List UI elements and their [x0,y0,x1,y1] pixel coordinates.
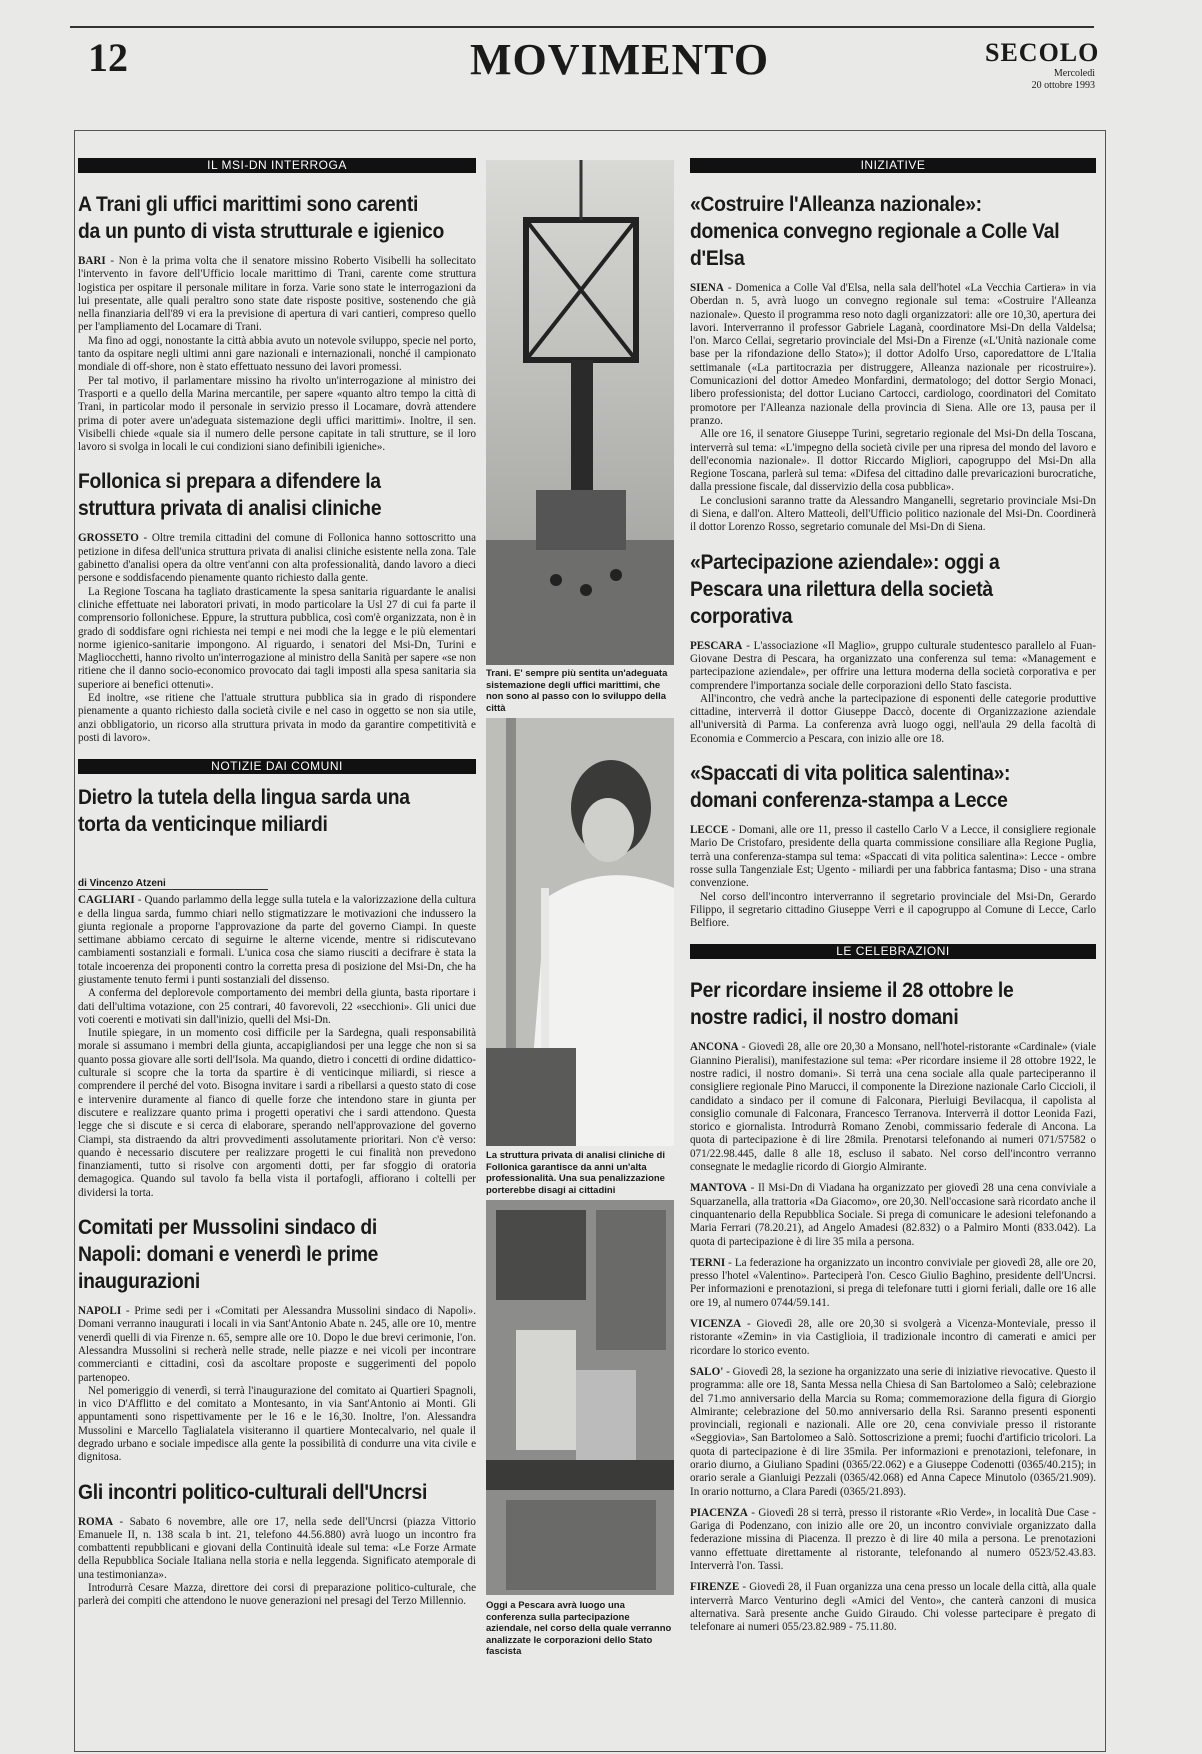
issue-day: Mercoledì [1053,68,1095,79]
article-follonica [78,468,476,745]
paragraph: Ed inoltre, «se ritiene che l'attuale struttura pubblica sia in grado di rispondere pienamente a quanto richiesto dalla società civile e nel caso in oggetto se non sia utile, anzi obbligatorio, un ricorso alla struttura privata in modo da garantire competitività e posti di lavoro». [78,692,476,744]
dateline: GROSSETO [78,532,139,545]
item-text: - La federazione ha organizzato un incontro conviviale per giovedì 28, alle ore 20, presso l'hotel «Valentino». Parteciperà l'on. Cesco Giulio Baghino, presidente dell'Uncrsi. Per informazioni e prenotazioni, si prega di telefonare tutti i giorni feriali, dalle ore 16 alle ore 19, al numero 0744/59.141. [690,1256,1096,1309]
dateline: SALO' [690,1365,724,1378]
top-rule [70,26,1094,28]
dateline: ROMA [78,1515,114,1528]
lab-photo-image [486,718,674,1146]
article-napoli [78,1214,476,1465]
paragraph: Introdurrà Cesare Mazza, direttore dei corsi di preparazione politico-culturale, che parlerà dei compiti che attendono le nuove generazioni nel presagi del Terzo Millennio. [78,1582,476,1608]
article-title: Follonica si prepara a difendere la struttura privata di analisi cliniche [78,470,382,521]
item-text: - Giovedì 28 si terrà, presso il ristorante «Rio Verde», in località Due Case - Gariga di Podenzano, con inizio alle ore 20, un incontro conviviale organizzato dalla federazione missina di Piacenza. Il prezzo è di lire 40 mila a persona. Le prenotazioni vanno effettuate direttamente al ristorante, telefonando al numero 0523/52.43.83. Interverrà l'on. Tassi. [690,1506,1096,1573]
item-text: - Giovedì 28, la sezione ha organizzato una serie di iniziative rievocative. Questo il programma: alle ore 18, Santa Messa nella Chiesa di San Bartolomeo a Salò; celebrazione del 71.mo anniversario della Marcia su Roma; commemorazione della figura di Giorgio Almirante; celebrazione del 50.mo anniversario della Rsi. Saranno presenti esponenti provinciali, regionali e nazionali. Alle ore 20, cena conviviale presso il ristorante «Seggiovia», San Bartolomeo a Salò. Sottoscrizione a premi; fuochi d'artificio tricolori. La quota di partecipazione è di lire 35mila. Per informazioni e prenotazioni, telefonare, in orario diurno, a Giuliano Spadini (0365/22.062) e a Giuseppe Codenotti (0365/40.215); in orario serale a Gianluigi Pezzali (0365/42.068) ed Anna Capece Minutolo (0365/21.909). In orario notturno, a Clara Paredi (0365/21.893). [690,1365,1096,1498]
section-bar-iniziative: INIZIATIVE [690,158,1096,173]
article-trani [78,191,476,454]
photo-trani-crane [486,160,674,665]
article-title: Gli incontri politico-culturali dell'Uncrsi [78,1480,428,1504]
article-title: «Spaccati di vita politica salentina»: domani conferenza-stampa a Lecce [690,762,1011,813]
section-title: MOVIMENTO [470,35,770,84]
article-title: «Partecipazione aziendale»: oggi a Pescara una rilettura della società corporativa [690,550,1000,628]
paragraph: A conferma del deplorevole comportamento dei membri della giunta, basta riportare i dati dell'ultima votazione, con 25 contrari, 40 favorevoli, 22 «secchioni». Gli unici due voti coerenti e motivati sin dall'inizio, quelli del Msi-Dn. [78,987,476,1026]
photo-lab-woman [486,718,674,1146]
article-body [690,1041,1096,1634]
left-column [78,158,476,1738]
article-sarda [78,784,476,1200]
dateline: TERNI [690,1256,726,1269]
article-title: Comitati per Mussolini sindaco di Napoli: domani e venerdì le prime inaugurazioni [78,1216,379,1294]
article-colle-val-delsa [690,191,1096,535]
page-number: 12 [88,35,128,80]
paragraph: Le conclusioni saranno tratte da Alessandro Manganelli, segretario provinciale Msi-Dn di Siena, e dall'on. Altero Matteoli, dell'Ufficio politico nazionale del Msi-Dn. Coordinerà il dottor Lorenzo Rosso, segretario comunale del Msi-Dn di Siena. [690,494,1096,534]
paragraph: La Regione Toscana ha tagliato drasticamente la spesa sanitaria riguardante le analisi cliniche effettuate nei laboratori privati, in modo particolare la Usl 27 di cui fa parte il comprensorio follonichese. Eppure, la struttura pubblica, così com'è organizzata, non è in grado di soddisfare ogni richiesta nei tempi e nei modi che la legge e le più elementari norme igienico-sanitarie impongono. Al riguardo, i senatori del Msi-Dn, Turini e Magliocchetti, hanno rivolto un'interrogazione al ministro della Sanità per sapere «se non ritiene che il danno socio-economico provocato dai tagli imposti alla spesa sanitaria sia superiore ai benefici ottenuti». [78,585,476,691]
section-bar-notizie-comuni: NOTIZIE DAI COMUNI [78,759,476,774]
photo-caption: La struttura privata di analisi cliniche di Follonica garantisce da anni un'alta professionalità. Una sua penalizzazione porterebbe disagi ai cittadini [486,1150,665,1196]
section-bar-celebrazioni: LE CELEBRAZIONI [690,944,1096,959]
article-body [78,255,476,454]
item-text: - Giovedì 28, alle ore 20,30 si svolgerà a Vicenza-Monteviale, presso il ristorante «Zemin» in via Castiglioia, il tradizionale incontro di camerati e amici per ricordare lo storico evento. [690,1318,1096,1357]
photo-caption: Trani. E' sempre più sentita un'adeguata sistemazione degli uffici marittimi, che non sono al passo con lo sviluppo della città [486,668,668,714]
article-body [690,824,1096,930]
right-column [690,158,1096,1738]
paragraph: Per tal motivo, il parlamentare missino ha rivolto un'interrogazione al ministro dei Trasporti e a quello della Marina mercantile, per sapere «quanto altro tempo la città di Trani, in particolar modo il personale in servizio presso il Locamare, dovrà attendere prima di poter avere un'adeguata sistemazione degli uffici marittimi». Inoltre, il sen. Visibelli chiede «quale sia il numero delle persone capitate in tali strutture, se il loro lavoro si svolga in locali le cui condizioni siano definibili igieniche». [78,374,476,454]
issue-date: 20 ottobre 1993 [1031,80,1095,91]
paragraph: - L'associazione «Il Maglio», gruppo culturale studentesco parallelo al Fuan-Giovane Destra di Pescara, ha organizzato una conferenza sul tema: «Management e partecipazione aziendale», per offrire una lettura moderna della società corporativa e per comprendere l'importanza sociale delle corporazioni dello Stato fascista. [690,639,1096,692]
article-28-ottobre [690,977,1096,1634]
item-text: - Giovedì 28, il Fuan organizza una cena presso un locale della città, alla quale interverrà Marco Venturino degli «Amici del Vento», che canterà canzoni di musica alternativa. Sarà presente anche Guido Giraudo. Chi volesse partecipare è pregato di telefonare ai numeri 055/23.82.989 - 75.11.80. [690,1581,1096,1634]
article-body [690,282,1096,535]
masthead [985,38,1100,92]
paragraph: Nel pomeriggio di venerdì, si terrà l'inaugurazione del comitato ai Quartieri Spagnoli, in vico D'Afflitto e del comitato a Montesanto, in via Sant'Antonio ai Monti. Gli appuntamenti sono rispettivamente per le 16 e le 16,30. Inoltre, l'on. Alessandra Mussolini e Marcello Taglialatela visiteranno il quartiere Montecalvario, nel quale il degrado urbano e sociale impedisce alla gente la possibilità di condurre una vita civile e dignitosa. [78,1384,476,1464]
article-uncrsi [78,1479,476,1609]
article-body [78,532,476,745]
crane-photo-image [486,160,674,665]
paragraph: - Sabato 6 novembre, alle ore 17, nella sede dell'Uncrsi (piazza Vittorio Emanuele II, n. 138 scala b int. 21, telefono 44.56.880) avrà luogo un incontro fra combattenti repubblicani e giovani della Continuità ideale sul tema: «Le Forze Armate della Repubblica Sociale Italiana nella storia e nella leggenda. Significato atemporale di una testimonianza». [78,1515,476,1581]
article-title: Dietro la tutela della lingua sarda una torta da venticinque miliardi [78,786,410,837]
paragraph: - Oltre tremila cittadini del comune di Follonica hanno sottoscritto una petizione in difesa dell'unica struttura privata di analisi cliniche esistente nella zona. Tale gabinetto d'analisi opera da oltre vent'anni con alta professionalità, dando lavoro a dieci persone e soddisfacendo pienamente quanto richiesto dalla gente. [78,532,476,585]
item-text: - Il Msi-Dn di Viadana ha organizzato per giovedì 28 una cena conviviale a Squarzanella, alla trattoria «Da Giacomo», ore 20,30. Nell'occasione sarà ricordato anche il cinquantenario della Repubblica Sociale. Si prega di comunicare le adesioni telefonando a Maria Ferrari (78.20.21), ad Angelo Amadesi (82.832) o a Palmiro Monti (833.042). La quota di partecipazione è di lire 35 mila a persona. [690,1182,1096,1248]
dateline: FIRENZE [690,1581,740,1594]
article-title: «Costruire l'Alleanza nazionale»: domenica convegno regionale a Colle Val d'Elsa [690,193,1060,270]
article-body [78,894,476,1200]
dateline: VICENZA [690,1318,742,1331]
article-lecce [690,760,1096,930]
article-title: A Trani gli uffici marittimi sono carenti da un punto di vista strutturale e igienico [78,193,444,243]
masthead-name: SECOLO [985,38,1100,67]
paragraph: Alle ore 16, il senatore Giuseppe Turini, segretario regionale del Msi-Dn della Toscana, interverrà sul tema: «L'impegno della società civile per una ripresa del mondo del lavoro e dell'economia nazionale». Il dottor Riccardo Migliori, capogruppo del Msi-Dn alla Regione Toscana, parlerà sul tema: «Difesa del cittadino dalle prevaricazioni burocratiche, dalla pressione fiscale, dal disservizio della cosa pubblica». [690,428,1096,494]
paragraph: All'incontro, che vedrà anche la partecipazione di esponenti delle categorie produttive cittadine, interverrà il dottor Giuseppe Daccò, docente di Organizzazione aziendale all'università di Parma. La conferenza avrà luogo oggi, nell'aula 29 della facoltà di Economia e Commercio a Pescara, con inizio alle ore 18. [690,692,1096,745]
section-bar-msi-interroga: IL MSI-DN INTERROGA [78,158,476,173]
byline: di Vincenzo Atzeni [78,878,268,890]
dateline: SIENA [690,282,724,294]
paragraph: Nel corso dell'incontro interverranno il segretario provinciale del Msi-Dn, Gerardo Filippo, il segretario cittadino Giuseppe Verri e il capogruppo al Comune di Lecce, Carlo Belfiore. [690,890,1096,930]
paragraph: - Non è la prima volta che il senatore missino Roberto Visibelli ha sollecitato l'intervento in favore dell'Ufficio locale marittimo di Trani, carente come struttura logistica per ospitare il personale militare in forza. Varie sono state le interrogazioni da lui presentate, alle quali peraltro sono state date risposte positive, sostenendo che già nella finanziaria dell'89 vi era la previsione di apertura di vari cantieri, compreso quello per l'ampliamento del Locamare di Trani. [78,255,476,334]
dateline: NAPOLI [78,1305,122,1318]
dateline: PIACENZA [690,1506,748,1519]
paragraph: - Domenica a Colle Val d'Elsa, nella sala dell'hotel «La Vecchia Cartiera» in via Oberdan n. 5, avrà luogo un convegno regionale sul tema: «Costruire l'Alleanza nazionale». Questo il programma reso noto dagli organizzatori: alle ore 10,30, apertura dei lavori. Interverranno il professor Gabriele Laganà, coordinatore Msi-Dn della Valdelsa; l'on. Marco Cellai, segretario provinciale del Msi-Dn a Firenze («L'Unità nazionale come base per la rifondazione dello Stato»); il dottor Adolfo Urso, caporedattore de L'Italia settimanale («La partitocrazia per distruggere, Alleanza nazionale per ricostruire»). Comunicazioni del dottor Amedeo Monfardini, dermatologo; del dottor Sergio Monaci, libero professionista; del dottor Luciano Cartocci, cardiologo, coordinatori del Comitato promotore per l'Alleanza nazionale della provincia di Siena. Alle ore 13, pausa per il pranzo. [690,282,1096,427]
photo-caption: Oggi a Pescara avrà luogo una conferenza sulla partecipazione aziendale, nel corso della quale verranno analizzate le corporazioni dello Stato fascista [486,1600,672,1657]
dateline: ANCONA [690,1041,739,1054]
dateline: PESCARA [690,639,743,652]
office-photo-image [486,1200,674,1595]
article-body [690,640,1096,746]
article-body [78,1305,476,1465]
dateline: CAGLIARI [78,894,135,907]
dateline: LECCE [690,824,729,837]
paragraph: Ma fino ad oggi, nonostante la città abbia avuto un notevole sviluppo, specie nel porto, tanto da ospitare negli ultimi anni gare nazionali e internazionali, nonché il campionato mondiale di off-shore, non è stato effettuato nessuno dei lavori promessi. [78,334,476,374]
item-text: - Giovedì 28, alle ore 20,30 a Monsano, nell'hotel-ristorante «Cardinale» (viale Giannino Pieralisi), manifestazione sul tema: «Per ricordare insieme il 28 ottobre 1922, le nostre radici, il nostro domani». Si terrà una cena sociale alla quale parteciperanno il consigliere regionale Pino Marucci, il componente la Direzione nazionale Carlo Ciccioli, il candidato a sindaco per il comune di Falconara, Pierluigi Bevilacqua, il capolista al consiglio comunale di Falconara, Francesco Terranova. Interverrà il dottor Leonida Fazi, storico e giornalista. Introdurrà Romano Zenobi, commissario federale di Ancona. La quota di partecipazione è di lire 28mila. Prenotarsi telefonando ai numeri 071/57582 o 071/22.98.445, dalle 8 alle 18, escluso il sabato. Nel corso dell'incontro verranno consegnate le medaglie ricordo di Giorgio Almirante. [690,1041,1096,1174]
paragraph: - Quando parlammo della legge sulla tutela e la valorizzazione della cultura e della lingua sarda, fummo chiari nello stigmatizzare le motivazioni che indussero la giunta regionale a proporne l'approvazione da parte del governo Ciampi. In queste settimane abbiamo cercato di seguirne le alterne vicende, mentre si ridiscutevano cambiamenti sostanziali e formali. L'unica cosa che siamo riusciti a decifrare è stata la totale incoerenza dei proponenti contro la corretta presa di posizione del Msi-Dn, che ha giustamente tenuto fermi i punti sostanziali del dissenso. [78,894,476,986]
photo-office [486,1200,674,1595]
article-title: Per ricordare insieme il 28 ottobre le nostre radici, il nostro domani [690,979,1014,1030]
paragraph: Inutile spiegare, in un momento così difficile per la Sardegna, quali responsabilità morale si assumano i membri della giunta, accapigliandosi per una legge che non si sa quanto possa giovare alle sorti dell'Isola. Ma quando, dietro i concetti di ordine didattico-culturale si scopre che la torta da spartire è di venticinque miliardi, si riesce a comprendere il perché del voto. Bisogna invitare i sardi a ribellarsi a questo stato di cose e intervenire duramente al fianco di quelle forze che intendono stare in giunta per discutere e realizzare quanto prima i progetti operativi che i sardi attendono. Questa legge che si discute e si cerca di elaborare, sperando nell'approvazione del governo Ciampi, sta distraendo da altri provvedimenti assolutamente prioritari. Non c'è verso: quando è necessario discutere per realizzare progetti le cui finalità non prevedono finanziamenti, tutto si risolve con argomenti dotti, per far sfoggio di oratoria demagogica. Quando sul tavolo fa bella vista il portafogli, affiorano i coltelli per dividersi la torta. [78,1027,476,1199]
article-body [78,1516,476,1609]
dateline: MANTOVA [690,1182,747,1195]
paragraph: - Domani, alle ore 11, presso il castello Carlo V a Lecce, il consigliere regionale Mario De Cristofaro, presidente della quarta commissione consiliare alla Regione Puglia, terrà una conferenza-stampa sul tema: «Spaccati di vita politica salentina»: Lecce - ombre rosse sulla Tangenziale Est; Ugento - miliardi per una fabbrica fantasma; Diso - una strana convenzione. [690,824,1096,890]
paragraph: - Prime sedi per i «Comitati per Alessandra Mussolini sindaco di Napoli». Domani verranno inaugurati i locali in via Sant'Antonio Abate n. 245, alle ore 10, mentre venerdì quelli di via Firenze n. 65, sempre alle ore 10. Dopo le due brevi cerimonie, l'on. Alessandra Mussolini si recherà nelle strade, nelle piazze e nei vicoli per incontrare commercianti e cittadini, così da ascoltare proposte e suggerimenti del popolo partenopeo. [78,1305,476,1384]
dateline: BARI [78,255,106,267]
article-pescara [690,549,1096,746]
